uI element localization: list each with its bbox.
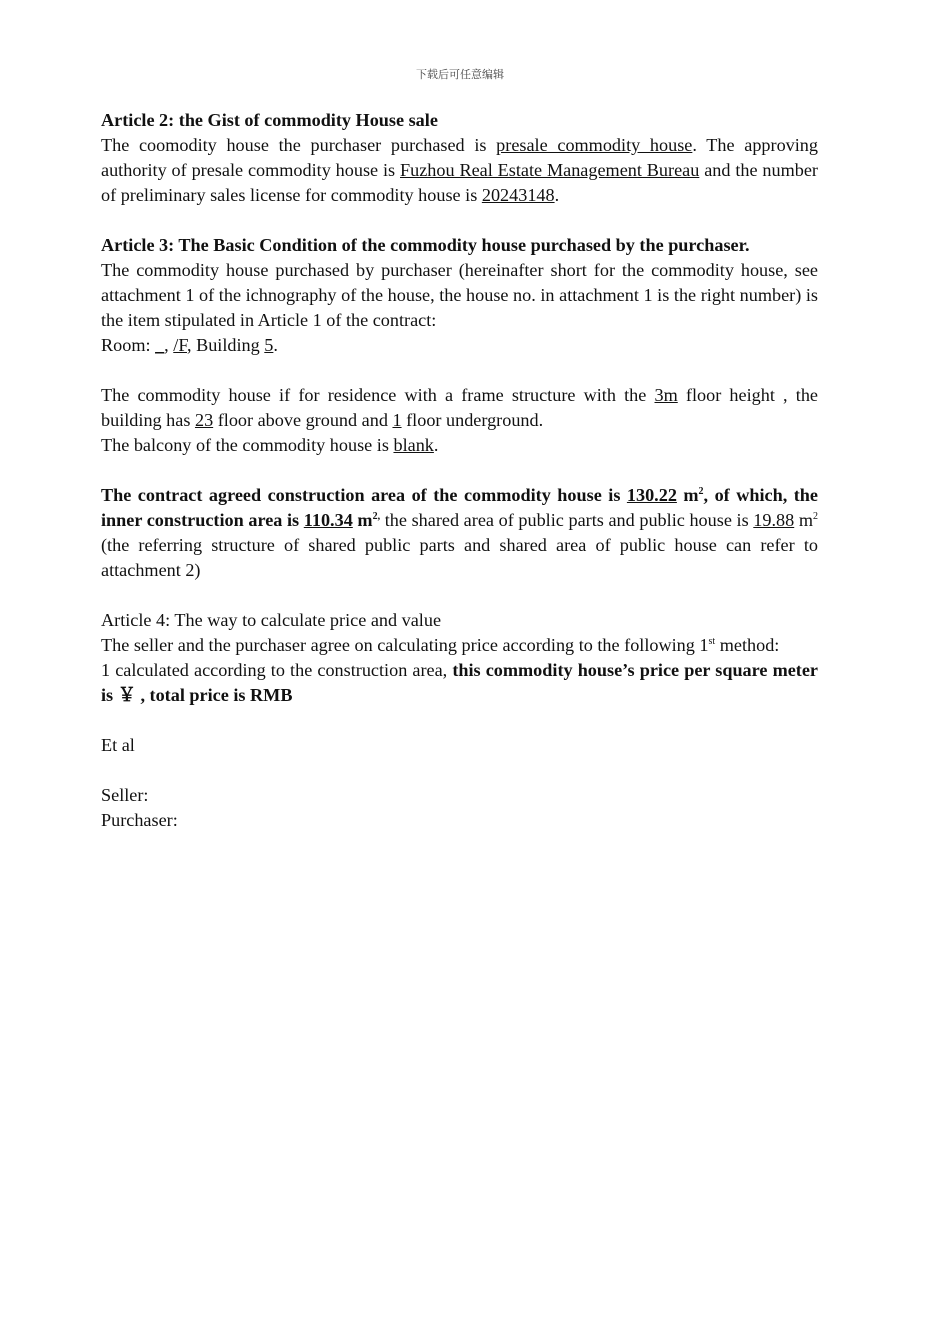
text: method:	[715, 635, 780, 655]
unit: m	[352, 510, 373, 530]
text: The coomodity house the purchaser purchased is	[101, 135, 497, 155]
article-4-heading: Article 4: The way to calculate price and value	[101, 610, 442, 630]
text: The contract agreed construction area of the commodity house is	[101, 485, 627, 505]
floors-above-field: 23	[194, 410, 214, 430]
page-header: 下载后可任意编辑	[416, 68, 504, 81]
house-type-field: presale commodity house	[496, 135, 693, 155]
text: this commodity house’s price per square meter is	[101, 660, 818, 705]
purchaser-signature-line: Purchaser:	[101, 810, 178, 830]
building-label: , Building	[186, 335, 265, 355]
spacer	[101, 358, 818, 383]
text: .	[433, 435, 439, 455]
text: floor above ground and	[213, 410, 393, 430]
article-3-description: The commodity house purchased by purchaser (hereinafter short for the commodity house, see attachment 1 of the ichnography of the house, the house no. in attachment 1 is the right number) is the item stipulated in Article 1 of the contract:	[101, 260, 818, 330]
building-field: 5	[264, 335, 274, 355]
spacer	[101, 708, 818, 733]
text: , total price is RMB	[135, 685, 293, 705]
document-body	[101, 108, 818, 833]
text: The commodity house if for residence with a frame structure with the	[101, 385, 655, 405]
approving-authority-field: Fuzhou Real Estate Management Bureau	[400, 160, 700, 180]
floors-below-field: 1	[392, 410, 402, 430]
unit: m	[676, 485, 699, 505]
shared-area-field: 19.88	[753, 510, 795, 530]
article-2-heading: Article 2: the Gist of commodity House sale	[101, 110, 438, 130]
area-paragraph	[101, 483, 818, 583]
license-number-field: 20243148	[481, 185, 555, 205]
et-al: Et al	[101, 735, 135, 755]
text: floor height , the building has	[101, 385, 818, 430]
text: .	[273, 335, 278, 355]
text: (the referring structure of shared public parts and shared area of public house can refer to attachment 2)	[101, 535, 818, 580]
spacer	[101, 583, 818, 608]
text: The seller and the purchaser agree on calculating price according to the following 1	[101, 635, 709, 655]
balcony-line	[101, 433, 818, 458]
superscript: 2	[813, 511, 819, 522]
room-line	[101, 333, 818, 358]
text: 1 calculated according to the construction area,	[101, 660, 453, 680]
text: .	[554, 185, 560, 205]
article-2-body	[101, 133, 818, 208]
price-paragraph	[101, 658, 818, 708]
yen-symbol: ￥	[117, 685, 136, 706]
room-label: Room:	[101, 335, 156, 355]
text: floor underground.	[401, 410, 544, 430]
superscript: 2	[698, 486, 704, 497]
method-line	[101, 633, 818, 658]
superscript: 2,	[372, 511, 381, 522]
text: and the number of preliminary sales license for commodity house is	[101, 160, 818, 205]
inner-area-field: 110.34	[303, 510, 353, 530]
unit: m	[794, 510, 814, 530]
spacer	[101, 758, 818, 783]
construction-area-field: 130.22	[626, 485, 677, 505]
text: , of which, the inner construction area is	[101, 485, 818, 530]
superscript: st	[708, 636, 716, 647]
article-3-heading: Article 3: The Basic Condition of the commodity house purchased by the purchaser.	[101, 235, 750, 255]
structure-paragraph	[101, 383, 818, 433]
text: . The approving authority of presale commodity house is	[101, 135, 818, 180]
floor-field: /F	[173, 335, 187, 355]
text: The balcony of the commodity house is	[101, 435, 394, 455]
text: ,	[164, 335, 174, 355]
text: the shared area of public parts and public house is	[380, 510, 754, 530]
spacer	[101, 458, 818, 483]
balcony-field: blank	[393, 435, 434, 455]
spacer	[101, 208, 818, 233]
floor-height-field: 3m	[654, 385, 678, 405]
room-field: _	[155, 335, 165, 355]
seller-signature-line: Seller:	[101, 785, 149, 805]
